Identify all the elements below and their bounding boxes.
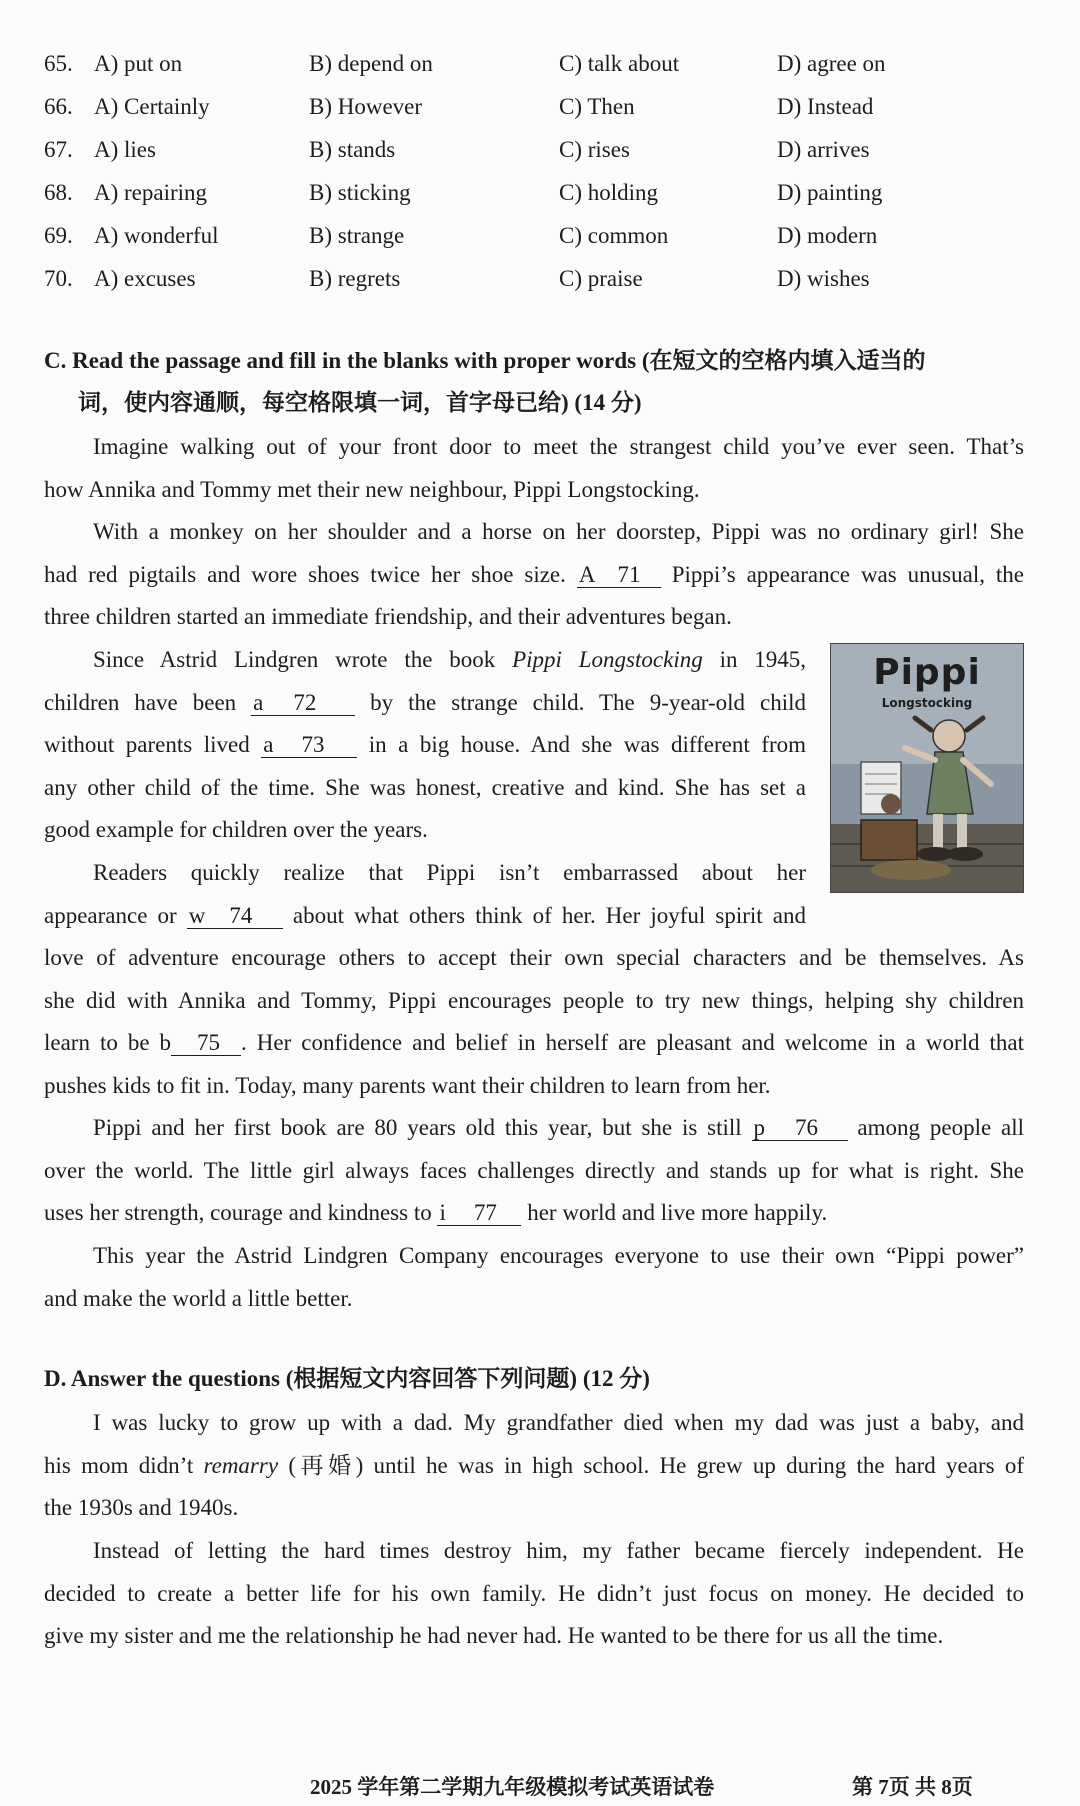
text-line: pushes kids to fit in. Today, many parents want their children to learn from her. — [44, 1072, 771, 1098]
text: Pippi and her first book are 80 years old this year, but she is still — [93, 1115, 742, 1140]
text-line: decided to create a better life for his own family. He didn’t just focus on money. He decided to — [44, 1580, 1024, 1606]
blank-number: 75 — [197, 1030, 221, 1055]
option-b[interactable]: B) regrets — [309, 266, 401, 291]
text-line: Imagine walking out of your front door to meet the strangest child you’ve ever seen. That’s — [93, 434, 1024, 459]
passage-c-paragraph-5 — [44, 1107, 1024, 1235]
text: Since Astrid Lindgren wrote the book — [93, 647, 496, 672]
blank-number: 74 — [229, 902, 253, 928]
text-line: give my sister and me the relationship he had never had. He wanted to be there for us all the time. — [44, 1623, 944, 1648]
blank-number: 76 — [795, 1115, 819, 1140]
text: uses her strength, courage and kindness to — [44, 1200, 432, 1225]
blank-number: 71 — [617, 561, 641, 587]
section-c-title-line1: C. Read the passage and fill in the blanks with proper words (在短文的空格内填入适当的 — [44, 348, 926, 373]
blank-letter: a — [253, 689, 264, 715]
book-title: Pippi Longstocking — [512, 647, 703, 672]
section-c-title-line2: 词，使内容通顺，每空格限填一词，首字母已给) (14 分) — [78, 390, 642, 415]
text-line — [44, 895, 806, 938]
passage-c-paragraph-3 — [44, 639, 806, 852]
question-number: 69. — [44, 223, 73, 248]
option-b[interactable]: B) stands — [309, 137, 396, 162]
option-a[interactable]: A) put on — [94, 51, 183, 76]
question-number: 65. — [44, 51, 73, 76]
option-c[interactable]: C) praise — [559, 266, 643, 291]
option-c[interactable]: C) holding — [559, 180, 659, 205]
option-d[interactable]: D) agree on — [777, 51, 886, 76]
option-d[interactable]: D) painting — [777, 180, 883, 205]
blank-72[interactable] — [251, 691, 355, 716]
passage-c-paragraph-6 — [44, 1235, 1024, 1320]
book-cover-title: Pippi — [873, 652, 981, 693]
text-line: Instead of letting the hard times destroy him, my father became fiercely independent. He — [93, 1538, 1024, 1563]
text: about what others think of her. Her joyful spirit and — [292, 902, 807, 928]
text-line — [44, 639, 806, 682]
option-c[interactable]: C) talk about — [559, 51, 680, 76]
blank-letter: w — [188, 902, 206, 928]
text-line: This year the Astrid Lindgren Company encourages everyone to use their own “Pippi power” — [93, 1243, 1024, 1268]
text-line: over the world. The little girl always faces challenges directly and stands up for what is right. She — [44, 1157, 1024, 1183]
option-a[interactable]: A) wonderful — [94, 223, 219, 248]
text: among people all — [857, 1115, 1025, 1140]
text-line: and make the world a little better. — [44, 1285, 353, 1311]
blank-71[interactable] — [577, 563, 661, 588]
option-b[interactable]: B) sticking — [309, 180, 411, 205]
text-line — [44, 1192, 1024, 1235]
blank-75[interactable] — [171, 1031, 241, 1056]
blank-77[interactable] — [437, 1201, 521, 1226]
text-line — [44, 1022, 1024, 1065]
option-a[interactable]: A) excuses — [94, 266, 196, 291]
option-b[interactable]: B) However — [309, 94, 423, 119]
option-c[interactable]: C) common — [559, 223, 669, 248]
text-line: good example for children over the years. — [44, 817, 428, 842]
blank-73[interactable] — [261, 733, 357, 758]
footer-title: 2025 学年第二学期九年级模拟考试英语试卷 — [310, 1775, 715, 1799]
text: in 1945, — [719, 647, 807, 672]
text-line: any other child of the time. She was honest, creative and kind. She has set a — [44, 774, 806, 800]
question-number: 67. — [44, 137, 73, 162]
option-c[interactable]: C) rises — [559, 137, 630, 162]
footer-page-number: 第 7页 共 8页 — [852, 1775, 973, 1799]
blank-number: 77 — [473, 1200, 497, 1225]
passage-c-paragraph-1 — [44, 426, 1024, 511]
text: learn to be b — [44, 1030, 172, 1055]
text-line — [44, 554, 1024, 597]
text-line — [44, 1107, 1024, 1150]
text-line: the 1930s and 1940s. — [44, 1495, 239, 1520]
text-line: three children started an immediate friendship, and their adventures began. — [44, 604, 732, 629]
text: Pippi’s appearance was unusual, the — [671, 561, 1024, 587]
text: in a big house. And she was different from — [368, 732, 806, 757]
blank-letter: A — [578, 561, 596, 587]
passage-c-paragraph-2 — [44, 511, 1024, 639]
text: by the strange child. The 9-year-old child — [370, 689, 807, 715]
passage-d-paragraph-2 — [44, 1530, 1024, 1658]
text-line: With a monkey on her shoulder and a horse on her doorstep, Pippi was no ordinary girl! She — [93, 519, 1024, 544]
text-line — [44, 1445, 1024, 1488]
blank-letter: a — [263, 732, 274, 757]
blank-letter: p — [753, 1115, 766, 1140]
text: had red pigtails and wore shoes twice her shoe size. — [44, 561, 566, 587]
option-a[interactable]: A) Certainly — [94, 94, 210, 119]
text: appearance or — [44, 902, 177, 928]
text: (再婚) until he was in high school. He grew up during the hard years of — [288, 1452, 1025, 1478]
text-line — [44, 724, 806, 767]
question-number: 70. — [44, 266, 73, 291]
blank-76[interactable] — [752, 1116, 848, 1141]
option-a[interactable]: A) lies — [94, 137, 156, 162]
text-line: I was lucky to grow up with a dad. My grandfather died when my dad was just a baby, and — [93, 1410, 1024, 1435]
section-d-title: D. Answer the questions (根据短文内容回答下列问题) (12 分) — [44, 1366, 650, 1391]
text: . Her confidence and belief in herself are pleasant and welcome in a world that — [241, 1030, 1024, 1055]
question-number: 66. — [44, 94, 73, 119]
option-c[interactable]: C) Then — [559, 94, 635, 119]
pippi-book-cover-image — [830, 643, 1024, 893]
option-d[interactable]: D) modern — [777, 223, 878, 248]
option-b[interactable]: B) depend on — [309, 51, 433, 76]
book-cover-subtitle: Longstocking — [881, 696, 973, 710]
question-number: 68. — [44, 180, 73, 205]
passage-d-paragraph-1 — [44, 1402, 1024, 1530]
text: his mom didn’t — [44, 1452, 194, 1478]
italic-word: remarry — [203, 1452, 279, 1478]
text: her world and live more happily. — [527, 1200, 828, 1225]
option-b[interactable]: B) strange — [309, 223, 405, 248]
option-d[interactable]: D) Instead — [777, 94, 874, 119]
text-line: love of adventure encourage others to accept their own special characters and be themselves. As — [44, 945, 1024, 970]
text-line: Readers quickly realize that Pippi isn’t embarrassed about her — [93, 860, 806, 885]
text-line: she did with Annika and Tommy, Pippi encourages people to try new things, helping shy children — [44, 987, 1024, 1013]
blank-letter: i — [439, 1200, 446, 1225]
option-d[interactable]: D) arrives — [777, 137, 870, 162]
text: without parents lived — [44, 732, 250, 757]
text-line: how Annika and Tommy met their new neighbour, Pippi Longstocking. — [44, 476, 700, 502]
blank-number: 73 — [301, 732, 325, 757]
blank-74[interactable] — [187, 904, 283, 929]
blank-number: 72 — [293, 689, 317, 715]
text-line — [44, 682, 806, 725]
text: children have been — [44, 689, 237, 715]
option-a[interactable]: A) repairing — [94, 180, 208, 205]
option-d[interactable]: D) wishes — [777, 266, 870, 291]
